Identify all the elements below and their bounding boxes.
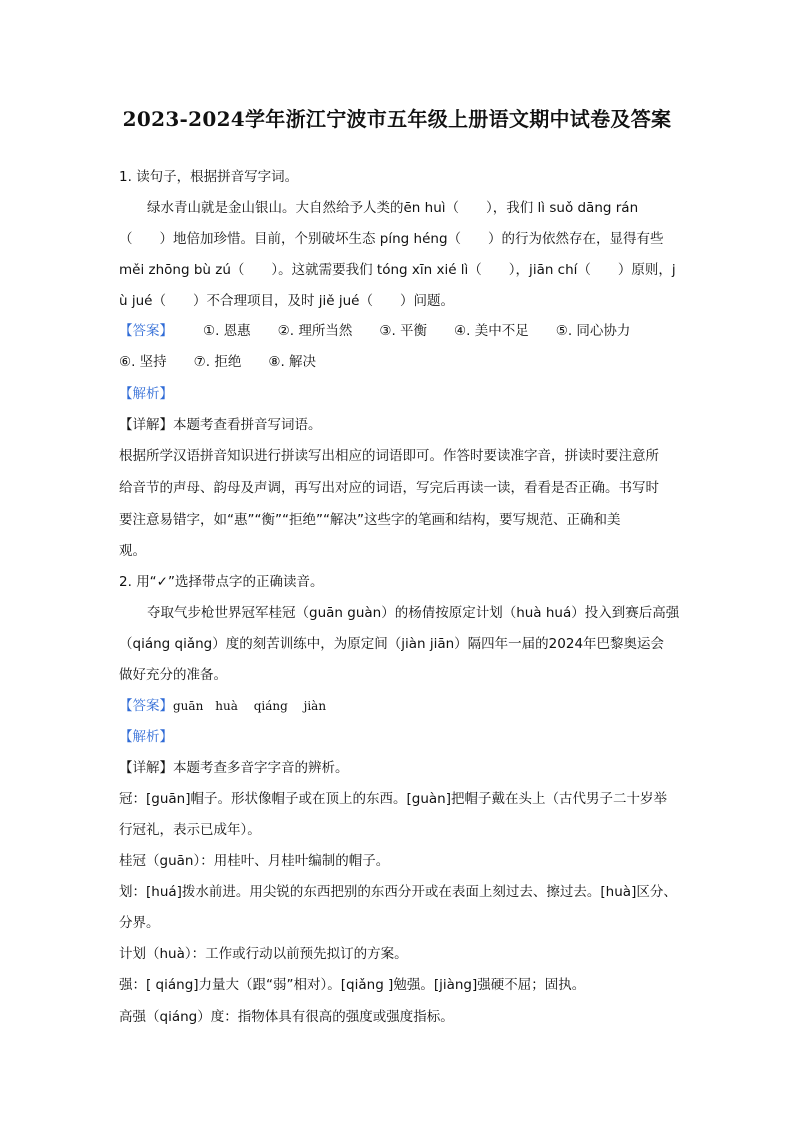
answer-text: guān huà qiáng jiàn	[173, 699, 327, 713]
answer-text: ①. 恩惠 ②. 理所当然 ③. 平衡 ④. 美中不足 ⑤. 同心协力	[203, 323, 631, 339]
question-1-heading	[119, 168, 679, 186]
question-1-passage-line: měi zhōng bù zú（ ）。这就需要我们 tóng xīn xié lì（ ），jiān chí（ ）原则，j	[119, 262, 676, 278]
question-2-note-line: 行冠礼，表示已成年）。	[119, 822, 261, 838]
question-2-passage-line: 夺取气步枪世界冠军桂冠（guān guàn）的杨倩按原定计划（huà huá）投入到赛后高强	[147, 605, 680, 621]
question-2-note-line: 冠：[guān]帽子。形状像帽子或在顶上的东西。[guàn]把帽子戴在头上（古代男子二十岁举	[119, 791, 667, 807]
detail-tag: 【详解】	[119, 760, 173, 776]
detail-text: 本题考查多音字字音的辨析。	[173, 760, 349, 776]
question-2-note-line: 计划（huà）：工作或行动以前预先拟订的方案。	[119, 946, 408, 962]
question-1-explanation-line: 根据所学汉语拼音知识进行拼读写出相应的词语即可。作答时要读准字音，拼读时要注意所	[119, 448, 659, 464]
question-2-passage-line: （qiáng qiǎng）度的刻苦训练中，为原定间（jiàn jiān）隔四年一届的2024年巴黎奥运会	[119, 636, 665, 652]
question-1-passage-line: ù jué（ ）不合理项目，及时 jiě jué（ ）问题。	[119, 293, 454, 309]
question-2-prompt: 用“✓”选择带点字的正确读音。	[136, 574, 324, 590]
detail-text: 本题考查看拼音写词语。	[173, 417, 322, 433]
detail-tag: 【详解】	[119, 417, 173, 433]
page-title: 2023-2024学年浙江宁波市五年级上册语文期中试卷及答案	[122, 107, 672, 131]
question-1-analysis-tag: 【解析】	[119, 386, 173, 402]
question-2-answer	[119, 697, 679, 715]
question-1-number: 1.	[119, 169, 132, 185]
question-1-prompt: 读句子，根据拼音写字词。	[136, 169, 299, 185]
question-1-answer-continued: ⑥. 坚持 ⑦. 拒绝 ⑧. 解决	[119, 354, 317, 370]
question-2-note-line: 桂冠（guān）：用桂叶、月桂叶编制的帽子。	[119, 853, 390, 869]
question-2-analysis-tag: 【解析】	[119, 729, 173, 745]
question-1-passage-line: （ ）地倍加珍惜。目前，个别破坏生态 píng héng（ ）的行为依然存在，显得有些	[119, 231, 664, 247]
question-1-explanation-line: 给音节的声母、韵母及声调，再写出对应的词语，写完后再读一读，看看是否正确。书写时	[119, 480, 659, 496]
question-2-heading	[119, 573, 679, 591]
question-1-detail	[119, 416, 679, 434]
question-1-explanation-line: 要注意易错字，如“惠”“衡”“拒绝”“解决”这些字的笔画和结构，要写规范、正确和美	[119, 512, 621, 528]
question-1-answer	[119, 322, 679, 340]
answer-tag: 【答案】	[119, 698, 173, 714]
question-2-passage-line: 做好充分的准备。	[119, 667, 227, 683]
question-2-note-line: 强：[ qiáng]力量大（跟“弱”相对）。[qiǎng ]勉强。[jiàng]强硬不屈；固执。	[119, 977, 586, 993]
question-1-passage-line: 绿水青山就是金山银山。大自然给予人类的ēn huì（ ），我们 lì suǒ dāng rán	[147, 200, 639, 216]
question-2-note-line: 划：[huá]拨水前进。用尖锐的东西把别的东西分开或在表面上刻过去、擦过去。[huà]区分、	[119, 884, 677, 900]
question-2-note-line: 分界。	[119, 915, 160, 931]
question-1-explanation-line: 观。	[119, 543, 146, 559]
answer-tag: 【答案】	[119, 323, 173, 339]
question-2-note-line: 高强（qiáng）度：指物体具有很高的强度或强度指标。	[119, 1009, 454, 1025]
question-2-number: 2.	[119, 574, 132, 590]
question-2-detail	[119, 759, 679, 777]
